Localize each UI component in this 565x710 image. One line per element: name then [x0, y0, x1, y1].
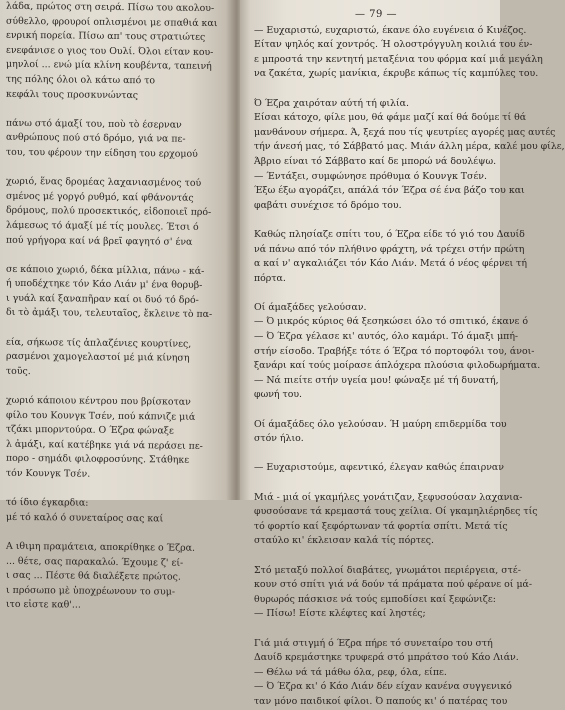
text-line: ενεφάνισε ο γιος του Ουλί. Όλοι είταν κου-	[6, 44, 214, 58]
text-line: ανθρώπους πού στό δρόμο, γιά να πε-	[6, 132, 186, 146]
text-line: — Ευχαριστούμε, αφεντικό, έλεγαν καθώς έπαιρναν	[254, 462, 504, 474]
text-line: θυρωρός πάσκισε νά τούς εμποδίσει καί ξεφώνιζε:	[254, 593, 496, 605]
text-line: φίλο του Κουνγκ Τσέν, πού κάπνιζε μιά	[6, 409, 196, 423]
text-line: Έξω έξω αγοράζει, απάλά τόν Έζρα σέ ένα βάζο του και	[254, 185, 525, 197]
left-page-text	[6, 0, 236, 615]
text-line: λάδα, πρώτος στη σειρά. Πίσω του ακολου-	[6, 0, 215, 14]
text-line: Οί άμαξάδες όλο γελούσαν. Ή μαύρη επιδερμίδα του	[254, 418, 507, 430]
text-line: μηνλοί ... ενώ μία κλίνη κουβέντα, ταπεινή	[6, 59, 212, 73]
text-line: ι σας ... Πέστε θά διαλέξετε πρώτος.	[6, 569, 181, 583]
text-line: τόν Κουνγκ Τσέν.	[6, 467, 91, 480]
text-line: κεφάλι τους προσκυνώντας	[6, 88, 139, 101]
text-line: Ό Έζρα χαιρόταν αύτή τή φιλία.	[254, 97, 409, 109]
text-line	[254, 403, 498, 418]
text-line: Άβριο είναι τό Σάββατο καί δε μπορώ νά δουλέψω.	[254, 155, 497, 167]
text-line: — Ό μικρός κύριος θά ξεσηκώσει όλο τό σπιτικό, έκανε ό	[254, 316, 529, 328]
text-line: α καί ν' αγκαλιάζει τόν Κάο Λιάν. Μετά ό νέος φέρνει τή	[254, 258, 527, 270]
text-line: μανθάνουν σήμερα. Ά, ξεχά που τίς ψευτρίες αγορές μας αυτές	[254, 126, 556, 138]
text-line	[254, 213, 498, 228]
text-line: Μιά - μιά οί γκαμήλες γονάτιζαν, ξεφυσούσαν λαχανια-	[254, 491, 523, 503]
text-line: — Ευχαριστώ, ευχαριστώ, έκανε όλο ευγένεια ό Κινέζος.	[254, 24, 527, 36]
text-line: σμένος μέ γοργό ρυθμό, καί φθάνοντάς	[6, 190, 194, 204]
text-line: Είταν ψηλός καί χοντρός. Ή ολοστρόγγυλη κοιλιά του έν-	[254, 39, 533, 51]
text-line: τήν άνεσή μας, τό Σάββατό μας. Μιάν άλλη μέρα, καλέ μου φίλε,	[254, 141, 565, 153]
text-line: Είσαι κάτοχο, φίλε μου, θά φάμε μαζί καί θά δούμε τί θά	[254, 112, 527, 124]
text-line: ... θέτε, σας παρακαλώ. Έχουμε ζ' εί-	[6, 555, 184, 569]
text-line: εία, σήκωσε τίς ἀπλαζένιες κουρτίνες,	[6, 336, 192, 350]
text-line	[254, 82, 498, 97]
text-line	[254, 476, 498, 491]
text-line: πού γρήγορα καί νά βρεῖ φαγητό σ' ένα	[6, 234, 193, 248]
text-line	[254, 447, 498, 462]
text-line: Οί άμαξάδες γελούσαν.	[254, 301, 367, 313]
text-line: — Νά πιείτε στήν υγεία μου! φώναξε μέ τή δυνατή,	[254, 374, 499, 386]
text-line: στήν είσοδο. Τραβήξε τότε ό Έζρα τό πορτοφόλι του, άνοι-	[254, 345, 535, 357]
text-line: δρόμους, πολύ προσεκτικός, εἰδοποιεῖ πρό-	[6, 205, 212, 219]
right-page-text	[254, 8, 565, 710]
text-line: ε μπροστά την κεντητή μεταξένια του φόρμα καί μιά μεγάλη	[254, 53, 543, 65]
text-line: — Ό Έζρα γέλασε κι' αυτός, όλο καμάρι. Τό άμαξι μπή-	[254, 331, 519, 343]
text-line: ρασμένοι χαμογελαστοί μέ μιά κίνηση	[6, 351, 190, 364]
text-line: τό ίδιο έγκαρδια:	[6, 496, 89, 509]
text-line	[254, 549, 498, 564]
text-line: Καθώς πλησίαζε σπίτι του, ό Έζρα είδε τό γιό του Δαυίδ	[254, 228, 525, 240]
text-line: του, του φέρουν την είδηση του ερχομού	[6, 146, 198, 160]
text-line: δι τὸ ἀμάξι του, τελευταῖος, ἔκλεινε τὸ πα-	[6, 307, 213, 321]
text-line	[254, 622, 498, 637]
text-line: χωριό, ἕνας δρομέας λαχανιασμένος τού	[6, 175, 202, 189]
text-line: — Πίσω! Είστε κλέφτες καί ληστές;	[254, 608, 426, 620]
text-line: της πόλης όλοι ολ κάτω από το	[6, 73, 156, 87]
text-line	[254, 286, 498, 301]
text-line: Στό μεταξύ πολλοί διαβάτες, γνωμάτοι περιέργεια, στέ-	[254, 564, 521, 576]
text-line: φυσούσανε τά κρεμαστά τους χείλια. Οί γκαμηλιέρηδες τίς	[254, 506, 538, 518]
text-line: ταν μόνο παιδικοί φίλοι. Ό παπούς κι' ό πατέρας του	[254, 695, 508, 707]
text-line: — Έντάξει, συμφώνησε πρόθυμα ό Κουνγκ Τσέν.	[254, 170, 487, 182]
text-line: μέ τό καλό ό συνεταίρος σας καί	[6, 511, 164, 525]
text-line: — Θέλω νά τά μάθω όλα, ρεφ, όλα, είπε.	[254, 666, 447, 678]
text-line: ή υποδέχτηκε τόν Κάο Λιάν μ' ένα θορυβ-	[6, 278, 203, 292]
text-line: τζάκι μπορντούρα. Ο Έζρα φώναξε	[6, 424, 174, 437]
text-line: σύθελλο, φρουροί οπλισμένοι με σπαθιά και	[6, 15, 218, 29]
text-line: ι γυάλ καί ξαναπῆραν καί οι δυό τό δρό-	[6, 292, 199, 306]
text-line: στόν ήλιο.	[254, 433, 304, 445]
page-number: — 79 —	[354, 9, 398, 20]
text-line: φωνή του.	[254, 389, 303, 401]
text-line: λ ἀμάξι, καί κατέβηκε γιά νά περάσει πε-	[6, 438, 203, 452]
text-line: ιτο εἰστε καθ'...	[6, 599, 81, 611]
text-line: τοῦς.	[6, 365, 31, 377]
text-line: πορο - σημάδι φιλοφροσύνης. Στάθηκε	[6, 453, 190, 467]
text-line: — Ό Έζρα κι' ό Κάο Λιάν δέν είχαν κανένα συγγενικό	[254, 681, 512, 693]
text-line: νά πάνω από τόν πλήθινο φράχτη, νά τρέχει στήν πρώτη	[254, 243, 525, 255]
text-line: Δαυίδ κρεμάστηκε τρυφερά στό μπράτσο τού Κάο Λιάν.	[254, 652, 519, 664]
text-line: κουν στό σπίτι γιά νά δούν τά πράματα πού φέρανε οί μά-	[254, 579, 533, 591]
text-line: χωριό κάποιου κέντρου που βρίσκοταν	[6, 394, 191, 408]
text-line: ξανάρι καί τούς μοίρασε άπλόχερα πλούσια φιλοδωρήματα.	[254, 360, 541, 372]
text-line: Α ιθιμη πραμάτεια, αποκρίθηκε ο Έζρα.	[6, 540, 195, 554]
text-line: να ζακέτα, χωρίς μανίκια, έκρυβε κάπως τίς καμπύλες του.	[254, 68, 539, 80]
text-line: πόρτα.	[254, 272, 286, 284]
text-line: σε κάποιο χωριό, δέκα μίλλια, πάνω - κά-	[6, 263, 205, 277]
text-line: πάνω στό άμαξί του, ποὺ τὸ έσερναν	[6, 117, 182, 131]
text-line: φαβάτι συνέχισε τό δρόμο του.	[254, 199, 402, 211]
text-line: ι πρόσωπο μὲ ὑποχρέωνουν το συμ-	[6, 584, 175, 598]
text-line: ενρική πορεία. Πίσω απ' τους στρατιώτες	[6, 29, 206, 44]
text-line: Γιά μιά στιγμή ό Έζρα πήρε τό συνεταίρο του στή	[254, 637, 493, 649]
text-line: τό φορτίο καί ξεφόρτωναν τά φορτία σπίτι. Μετά τίς	[254, 520, 508, 532]
text-line: λάμεσως τό άμαξί μέ τίς μουλες. Έτσι ό	[6, 219, 199, 233]
text-line: σταύλο κι' έκλεισαν καλά τίς πόρτες.	[254, 535, 435, 547]
